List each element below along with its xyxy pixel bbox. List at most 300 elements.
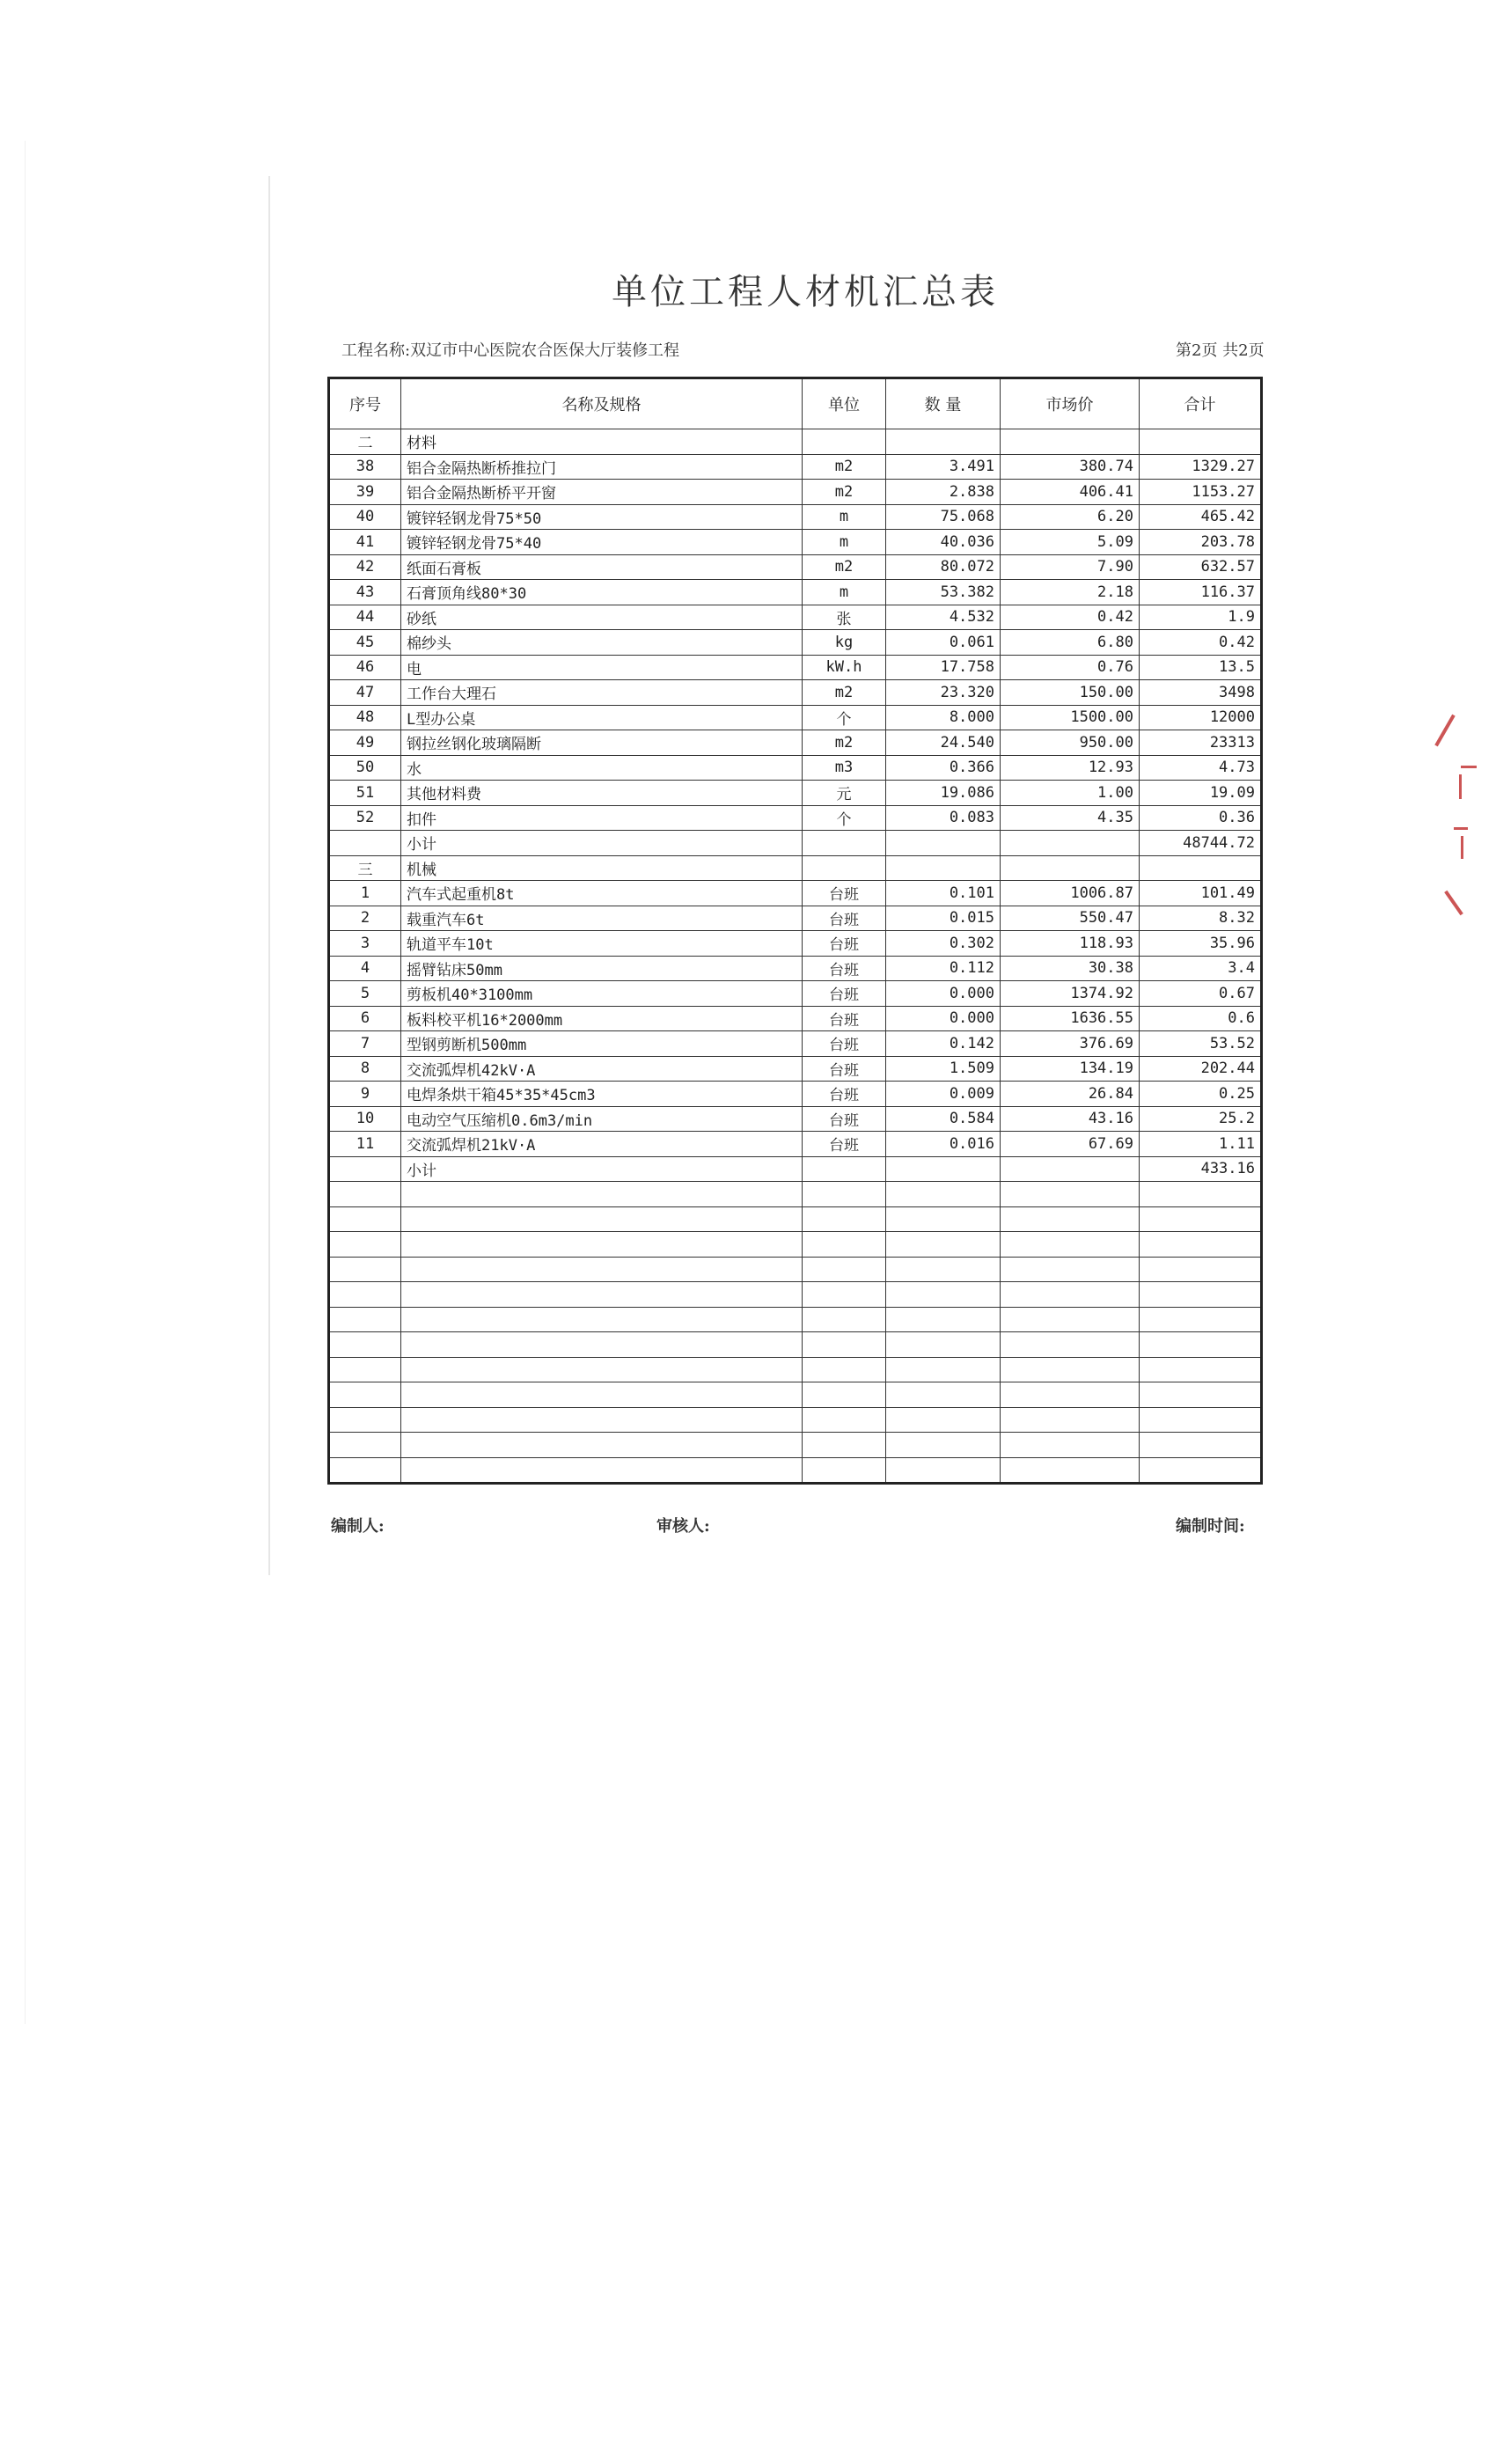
cell-price: 67.69 bbox=[1001, 1132, 1140, 1157]
cell-name: 铝合金隔热断桥平开窗 bbox=[401, 480, 803, 505]
table-row bbox=[329, 781, 1262, 806]
cell-index bbox=[329, 1307, 401, 1332]
cell-price bbox=[1001, 1457, 1140, 1484]
cell-total bbox=[1140, 429, 1262, 455]
cell-total: 1.9 bbox=[1140, 605, 1262, 630]
cell-index bbox=[329, 1357, 401, 1382]
table-row bbox=[329, 1232, 1262, 1258]
cell-quantity bbox=[886, 1433, 1001, 1458]
table-row bbox=[329, 1257, 1262, 1282]
cell-price: 1.00 bbox=[1001, 781, 1140, 806]
table-row bbox=[329, 1056, 1262, 1082]
cell-index: 7 bbox=[329, 1031, 401, 1057]
cell-index: 50 bbox=[329, 755, 401, 781]
cell-price: 950.00 bbox=[1001, 730, 1140, 756]
cell-name bbox=[401, 1182, 803, 1207]
cell-index: 6 bbox=[329, 1006, 401, 1031]
cell-quantity: 0.142 bbox=[886, 1031, 1001, 1057]
cell-total bbox=[1140, 1307, 1262, 1332]
cell-quantity bbox=[886, 831, 1001, 856]
cell-price: 406.41 bbox=[1001, 480, 1140, 505]
cell-name: 砂纸 bbox=[401, 605, 803, 630]
cell-total: 23313 bbox=[1140, 730, 1262, 756]
cell-unit: 台班 bbox=[803, 906, 886, 931]
cell-index bbox=[329, 831, 401, 856]
cell-index: 51 bbox=[329, 781, 401, 806]
cell-total: 35.96 bbox=[1140, 931, 1262, 957]
cell-price: 0.76 bbox=[1001, 655, 1140, 680]
scan-edge bbox=[25, 141, 26, 2024]
cell-total bbox=[1140, 1332, 1262, 1358]
table-row bbox=[329, 1457, 1262, 1484]
date-label: 编制时间: bbox=[1176, 1517, 1245, 1536]
cell-price: 1374.92 bbox=[1001, 981, 1140, 1007]
cell-name: 扣件 bbox=[401, 805, 803, 831]
cell-quantity: 0.101 bbox=[886, 881, 1001, 906]
cell-quantity bbox=[886, 1182, 1001, 1207]
cell-total: 0.25 bbox=[1140, 1082, 1262, 1107]
cell-total: 8.32 bbox=[1140, 906, 1262, 931]
cell-unit bbox=[803, 1433, 886, 1458]
cell-name: 剪板机40*3100mm bbox=[401, 981, 803, 1007]
cell-quantity: 4.532 bbox=[886, 605, 1001, 630]
table-row bbox=[329, 1282, 1262, 1308]
cell-quantity: 0.302 bbox=[886, 931, 1001, 957]
cell-quantity: 23.320 bbox=[886, 680, 1001, 706]
table-row bbox=[329, 1332, 1262, 1358]
cell-index bbox=[329, 1182, 401, 1207]
summary-table bbox=[327, 377, 1263, 1485]
cell-name bbox=[401, 1357, 803, 1382]
cell-quantity: 40.036 bbox=[886, 530, 1001, 555]
col-header-total: 合计 bbox=[1140, 378, 1262, 429]
cell-index bbox=[329, 1206, 401, 1232]
cell-price: 380.74 bbox=[1001, 454, 1140, 480]
cell-total bbox=[1140, 1457, 1262, 1484]
cell-name: 电 bbox=[401, 655, 803, 680]
cell-index: 39 bbox=[329, 480, 401, 505]
cell-total bbox=[1140, 1433, 1262, 1458]
cell-quantity: 0.000 bbox=[886, 1006, 1001, 1031]
cell-unit: 台班 bbox=[803, 1031, 886, 1057]
cell-total: 101.49 bbox=[1140, 881, 1262, 906]
cell-unit bbox=[803, 1257, 886, 1282]
cell-index bbox=[329, 1156, 401, 1182]
cell-quantity bbox=[886, 1282, 1001, 1308]
table-row bbox=[329, 655, 1262, 680]
cell-total: 116.37 bbox=[1140, 580, 1262, 605]
table-row bbox=[329, 1307, 1262, 1332]
cell-unit: 台班 bbox=[803, 931, 886, 957]
cell-total: 202.44 bbox=[1140, 1056, 1262, 1082]
table-row bbox=[329, 956, 1262, 981]
cell-quantity bbox=[886, 1307, 1001, 1332]
cell-price: 4.35 bbox=[1001, 805, 1140, 831]
cell-price: 1006.87 bbox=[1001, 881, 1140, 906]
cell-index: 44 bbox=[329, 605, 401, 630]
cell-price: 43.16 bbox=[1001, 1106, 1140, 1132]
cell-name: 铝合金隔热断桥推拉门 bbox=[401, 454, 803, 480]
cell-unit bbox=[803, 429, 886, 455]
cell-quantity bbox=[886, 1357, 1001, 1382]
cell-total bbox=[1140, 1357, 1262, 1382]
cell-index: 三 bbox=[329, 855, 401, 881]
table-row bbox=[329, 881, 1262, 906]
cell-price bbox=[1001, 1257, 1140, 1282]
col-header-quantity: 数 量 bbox=[886, 378, 1001, 429]
cell-quantity: 53.382 bbox=[886, 580, 1001, 605]
cell-index: 3 bbox=[329, 931, 401, 957]
cell-price: 0.42 bbox=[1001, 605, 1140, 630]
cell-total bbox=[1140, 855, 1262, 881]
table-row bbox=[329, 680, 1262, 706]
document-title: 单位工程人材机汇总表 bbox=[612, 272, 999, 312]
cell-name bbox=[401, 1332, 803, 1358]
cell-name: 镀锌轻钢龙骨75*40 bbox=[401, 530, 803, 555]
cell-price bbox=[1001, 1382, 1140, 1408]
cell-total: 465.42 bbox=[1140, 504, 1262, 530]
cell-index bbox=[329, 1282, 401, 1308]
cell-total: 13.5 bbox=[1140, 655, 1262, 680]
cell-index: 48 bbox=[329, 705, 401, 730]
cell-index: 11 bbox=[329, 1132, 401, 1157]
cell-total: 0.36 bbox=[1140, 805, 1262, 831]
cell-name: 电动空气压缩机0.6m3/min bbox=[401, 1106, 803, 1132]
cell-unit bbox=[803, 831, 886, 856]
table-row bbox=[329, 855, 1262, 881]
table-row bbox=[329, 580, 1262, 605]
cell-index: 8 bbox=[329, 1056, 401, 1082]
cell-quantity: 75.068 bbox=[886, 504, 1001, 530]
cell-total: 0.67 bbox=[1140, 981, 1262, 1007]
cell-unit: m2 bbox=[803, 730, 886, 756]
cell-name: 电焊条烘干箱45*35*45cm3 bbox=[401, 1082, 803, 1107]
cell-quantity: 0.015 bbox=[886, 906, 1001, 931]
cell-price: 550.47 bbox=[1001, 906, 1140, 931]
cell-index: 45 bbox=[329, 630, 401, 656]
cell-price bbox=[1001, 1156, 1140, 1182]
page-edge bbox=[268, 176, 270, 1575]
cell-total: 203.78 bbox=[1140, 530, 1262, 555]
cell-unit: 台班 bbox=[803, 1132, 886, 1157]
cell-unit: 元 bbox=[803, 781, 886, 806]
cell-price bbox=[1001, 1357, 1140, 1382]
cell-unit: kW.h bbox=[803, 655, 886, 680]
cell-index bbox=[329, 1382, 401, 1408]
cell-index: 40 bbox=[329, 504, 401, 530]
cell-name: 材料 bbox=[401, 429, 803, 455]
cell-quantity: 2.838 bbox=[886, 480, 1001, 505]
table-row bbox=[329, 1082, 1262, 1107]
cell-quantity: 0.584 bbox=[886, 1106, 1001, 1132]
cell-quantity: 80.072 bbox=[886, 554, 1001, 580]
table-row bbox=[329, 1407, 1262, 1433]
cell-quantity bbox=[886, 1257, 1001, 1282]
table-row bbox=[329, 1132, 1262, 1157]
cell-unit: 台班 bbox=[803, 1082, 886, 1107]
cell-unit: 台班 bbox=[803, 981, 886, 1007]
cell-total: 12000 bbox=[1140, 705, 1262, 730]
cell-name bbox=[401, 1206, 803, 1232]
cell-quantity bbox=[886, 1156, 1001, 1182]
cell-index: 42 bbox=[329, 554, 401, 580]
cell-name: 板料校平机16*2000mm bbox=[401, 1006, 803, 1031]
cell-quantity: 0.009 bbox=[886, 1082, 1001, 1107]
cell-name: 棉纱头 bbox=[401, 630, 803, 656]
cell-name bbox=[401, 1307, 803, 1332]
cell-index bbox=[329, 1457, 401, 1484]
cell-unit bbox=[803, 1332, 886, 1358]
table-row bbox=[329, 1006, 1262, 1031]
table-row bbox=[329, 630, 1262, 656]
cell-total: 4.73 bbox=[1140, 755, 1262, 781]
cell-unit: m bbox=[803, 504, 886, 530]
cell-total bbox=[1140, 1182, 1262, 1207]
cell-unit: 台班 bbox=[803, 1056, 886, 1082]
cell-index: 1 bbox=[329, 881, 401, 906]
table-row bbox=[329, 454, 1262, 480]
cell-quantity bbox=[886, 1332, 1001, 1358]
cell-name: 轨道平车10t bbox=[401, 931, 803, 957]
cell-name: 交流弧焊机42kV·A bbox=[401, 1056, 803, 1082]
cell-price: 134.19 bbox=[1001, 1056, 1140, 1082]
cell-unit bbox=[803, 1382, 886, 1408]
cell-price: 118.93 bbox=[1001, 931, 1140, 957]
cell-unit: kg bbox=[803, 630, 886, 656]
cell-total bbox=[1140, 1257, 1262, 1282]
table-row bbox=[329, 1156, 1262, 1182]
cell-total bbox=[1140, 1282, 1262, 1308]
cell-total: 25.2 bbox=[1140, 1106, 1262, 1132]
col-header-name: 名称及规格 bbox=[401, 378, 803, 429]
cell-quantity: 1.509 bbox=[886, 1056, 1001, 1082]
cell-total bbox=[1140, 1232, 1262, 1258]
cell-name: 载重汽车6t bbox=[401, 906, 803, 931]
cell-unit bbox=[803, 1156, 886, 1182]
cell-unit bbox=[803, 1357, 886, 1382]
table-row bbox=[329, 1206, 1262, 1232]
table-row bbox=[329, 605, 1262, 630]
cell-unit: 个 bbox=[803, 705, 886, 730]
cell-name: 小计 bbox=[401, 831, 803, 856]
cell-price bbox=[1001, 1332, 1140, 1358]
cell-quantity: 0.061 bbox=[886, 630, 1001, 656]
cell-index bbox=[329, 1407, 401, 1433]
cell-quantity bbox=[886, 1407, 1001, 1433]
cell-name: 机械 bbox=[401, 855, 803, 881]
table-row bbox=[329, 480, 1262, 505]
reviewer-label: 审核人: bbox=[656, 1517, 710, 1536]
cell-name: 型钢剪断机500mm bbox=[401, 1031, 803, 1057]
cell-quantity: 3.491 bbox=[886, 454, 1001, 480]
cell-total: 19.09 bbox=[1140, 781, 1262, 806]
cell-index: 38 bbox=[329, 454, 401, 480]
table-row bbox=[329, 1382, 1262, 1408]
cell-index: 10 bbox=[329, 1106, 401, 1132]
cell-price bbox=[1001, 1206, 1140, 1232]
header-row bbox=[329, 378, 1262, 429]
cell-unit bbox=[803, 1307, 886, 1332]
cell-index: 4 bbox=[329, 956, 401, 981]
cell-index: 2 bbox=[329, 906, 401, 931]
cell-quantity bbox=[886, 1457, 1001, 1484]
table-row bbox=[329, 805, 1262, 831]
cell-total: 0.6 bbox=[1140, 1006, 1262, 1031]
cell-quantity bbox=[886, 855, 1001, 881]
cell-index: 43 bbox=[329, 580, 401, 605]
cell-index: 41 bbox=[329, 530, 401, 555]
cell-quantity: 0.016 bbox=[886, 1132, 1001, 1157]
cell-name: 纸面石膏板 bbox=[401, 554, 803, 580]
table-row bbox=[329, 931, 1262, 957]
cell-unit bbox=[803, 1407, 886, 1433]
cell-price: 376.69 bbox=[1001, 1031, 1140, 1057]
cell-name bbox=[401, 1457, 803, 1484]
cell-unit bbox=[803, 1232, 886, 1258]
page-number: 第2页 共2页 bbox=[1176, 341, 1265, 360]
cell-price: 7.90 bbox=[1001, 554, 1140, 580]
cell-name: 石膏顶角线80*30 bbox=[401, 580, 803, 605]
table-row bbox=[329, 554, 1262, 580]
cell-name: 镀锌轻钢龙骨75*50 bbox=[401, 504, 803, 530]
cell-index: 52 bbox=[329, 805, 401, 831]
table-row bbox=[329, 981, 1262, 1007]
cell-index: 9 bbox=[329, 1082, 401, 1107]
cell-quantity: 19.086 bbox=[886, 781, 1001, 806]
cell-price: 6.80 bbox=[1001, 630, 1140, 656]
cell-unit: 台班 bbox=[803, 1006, 886, 1031]
cell-unit: 台班 bbox=[803, 956, 886, 981]
cell-unit: m3 bbox=[803, 755, 886, 781]
cell-quantity: 24.540 bbox=[886, 730, 1001, 756]
cell-quantity bbox=[886, 429, 1001, 455]
cell-price bbox=[1001, 1282, 1140, 1308]
cell-price: 2.18 bbox=[1001, 580, 1140, 605]
red-stamp-mark bbox=[1434, 704, 1487, 915]
cell-unit: m2 bbox=[803, 554, 886, 580]
table-row bbox=[329, 1031, 1262, 1057]
cell-price bbox=[1001, 1407, 1140, 1433]
col-header-index: 序号 bbox=[329, 378, 401, 429]
cell-name: L型办公桌 bbox=[401, 705, 803, 730]
cell-unit bbox=[803, 855, 886, 881]
cell-name bbox=[401, 1257, 803, 1282]
cell-index bbox=[329, 1257, 401, 1282]
cell-price bbox=[1001, 1182, 1140, 1207]
cell-name: 工作台大理石 bbox=[401, 680, 803, 706]
cell-name: 水 bbox=[401, 755, 803, 781]
table-row bbox=[329, 504, 1262, 530]
cell-quantity: 0.366 bbox=[886, 755, 1001, 781]
cell-index: 5 bbox=[329, 981, 401, 1007]
cell-quantity: 0.000 bbox=[886, 981, 1001, 1007]
cell-name bbox=[401, 1433, 803, 1458]
cell-price: 150.00 bbox=[1001, 680, 1140, 706]
cell-unit: 台班 bbox=[803, 1106, 886, 1132]
cell-price bbox=[1001, 1307, 1140, 1332]
cell-name bbox=[401, 1282, 803, 1308]
cell-price: 26.84 bbox=[1001, 1082, 1140, 1107]
cell-price bbox=[1001, 429, 1140, 455]
table-row bbox=[329, 1357, 1262, 1382]
cell-price: 1500.00 bbox=[1001, 705, 1140, 730]
cell-unit bbox=[803, 1206, 886, 1232]
cell-unit bbox=[803, 1282, 886, 1308]
cell-total bbox=[1140, 1382, 1262, 1408]
table-row bbox=[329, 1433, 1262, 1458]
table-row bbox=[329, 429, 1262, 455]
cell-price: 30.38 bbox=[1001, 956, 1140, 981]
cell-quantity: 0.112 bbox=[886, 956, 1001, 981]
cell-total: 53.52 bbox=[1140, 1031, 1262, 1057]
cell-price bbox=[1001, 1433, 1140, 1458]
cell-quantity: 8.000 bbox=[886, 705, 1001, 730]
table-row bbox=[329, 906, 1262, 931]
cell-unit bbox=[803, 1182, 886, 1207]
cell-name bbox=[401, 1232, 803, 1258]
cell-total: 632.57 bbox=[1140, 554, 1262, 580]
cell-name bbox=[401, 1407, 803, 1433]
cell-unit: m2 bbox=[803, 480, 886, 505]
cell-total: 0.42 bbox=[1140, 630, 1262, 656]
cell-quantity bbox=[886, 1206, 1001, 1232]
cell-total: 1.11 bbox=[1140, 1132, 1262, 1157]
cell-total: 48744.72 bbox=[1140, 831, 1262, 856]
cell-name: 小计 bbox=[401, 1156, 803, 1182]
cell-name: 其他材料费 bbox=[401, 781, 803, 806]
cell-quantity: 0.083 bbox=[886, 805, 1001, 831]
cell-unit: m2 bbox=[803, 680, 886, 706]
cell-price bbox=[1001, 831, 1140, 856]
cell-index bbox=[329, 1232, 401, 1258]
cell-index bbox=[329, 1433, 401, 1458]
compiler-label: 编制人: bbox=[331, 1517, 385, 1536]
table-row bbox=[329, 705, 1262, 730]
cell-unit: m2 bbox=[803, 454, 886, 480]
cell-price: 5.09 bbox=[1001, 530, 1140, 555]
cell-price: 1636.55 bbox=[1001, 1006, 1140, 1031]
cell-index: 二 bbox=[329, 429, 401, 455]
cell-index: 46 bbox=[329, 655, 401, 680]
cell-quantity: 17.758 bbox=[886, 655, 1001, 680]
cell-unit bbox=[803, 1457, 886, 1484]
table-row bbox=[329, 1106, 1262, 1132]
cell-total: 3.4 bbox=[1140, 956, 1262, 981]
cell-price bbox=[1001, 855, 1140, 881]
cell-name: 摇臂钻床50mm bbox=[401, 956, 803, 981]
table-row bbox=[329, 730, 1262, 756]
cell-total: 433.16 bbox=[1140, 1156, 1262, 1182]
cell-price: 6.20 bbox=[1001, 504, 1140, 530]
cell-unit: m bbox=[803, 530, 886, 555]
col-header-unit: 单位 bbox=[803, 378, 886, 429]
cell-total: 1329.27 bbox=[1140, 454, 1262, 480]
cell-name: 交流弧焊机21kV·A bbox=[401, 1132, 803, 1157]
cell-price bbox=[1001, 1232, 1140, 1258]
cell-total bbox=[1140, 1206, 1262, 1232]
cell-total: 3498 bbox=[1140, 680, 1262, 706]
cell-price: 12.93 bbox=[1001, 755, 1140, 781]
col-header-price: 市场价 bbox=[1001, 378, 1140, 429]
cell-index: 49 bbox=[329, 730, 401, 756]
cell-unit: 张 bbox=[803, 605, 886, 630]
cell-unit: 个 bbox=[803, 805, 886, 831]
cell-unit: 台班 bbox=[803, 881, 886, 906]
cell-quantity bbox=[886, 1232, 1001, 1258]
table-row bbox=[329, 831, 1262, 856]
cell-quantity bbox=[886, 1382, 1001, 1408]
cell-index bbox=[329, 1332, 401, 1358]
